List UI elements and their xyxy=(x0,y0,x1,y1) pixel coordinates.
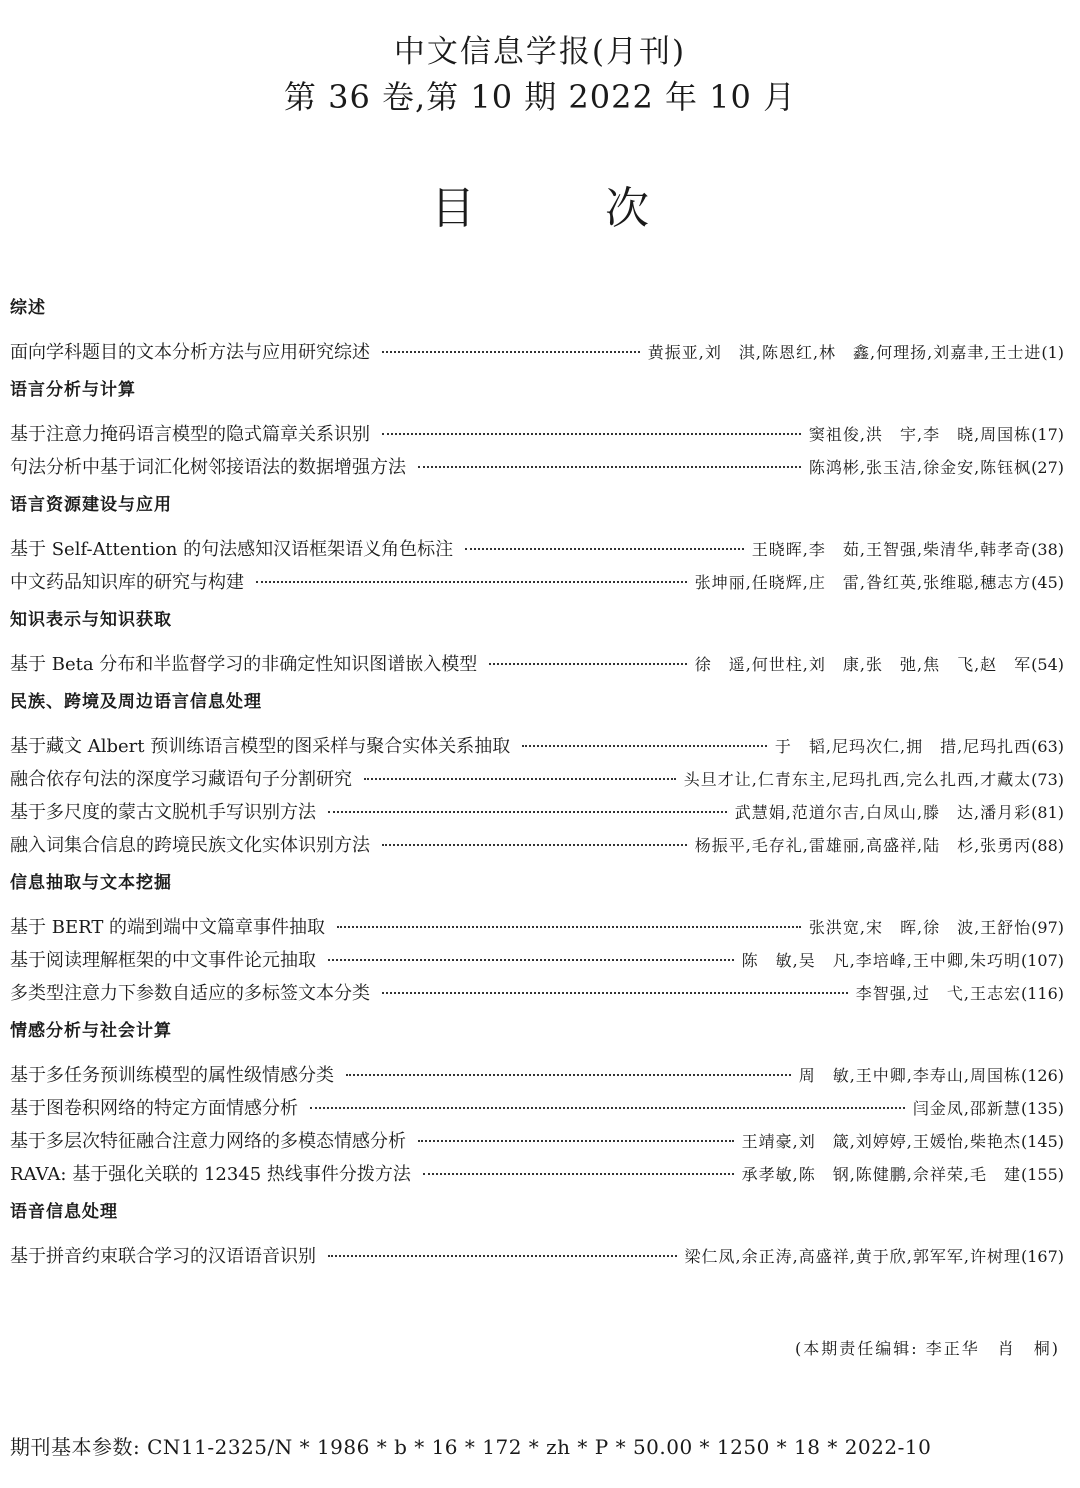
article-page: (97) xyxy=(1031,918,1064,937)
article-title: 基于 Self-Attention 的句法感知汉语框架语义角色标注 xyxy=(10,539,454,560)
dot-leader xyxy=(328,1255,677,1257)
article-page: (107) xyxy=(1020,951,1064,970)
article-authors: 陈 敏,吴 凡,李培峰,王中卿,朱巧明 xyxy=(741,951,1021,970)
article-title: 融合依存句法的深度学习藏语句子分割研究 xyxy=(10,769,352,790)
dot-leader xyxy=(522,745,767,747)
journal-parameters: 期刊基本参数: CN11-2325/N * 1986 * b * 16 * 172 * zh * P * 50.00 * 1250 * 18 * 2022-10 xyxy=(10,1435,932,1459)
issue-line: 第 36 卷,第 10 期 2022 年 10 月 xyxy=(283,78,797,116)
article-authors: 徐 遥,何世柱,刘 康,张 弛,焦 飞,赵 军 xyxy=(694,655,1032,674)
article-page: (155) xyxy=(1020,1165,1064,1184)
article-authors: 王晓晖,李 茹,王智强,柴清华,韩孝奇 xyxy=(751,540,1032,559)
toc-entry[interactable] xyxy=(10,763,1064,796)
article-authors: 于 韬,尼玛次仁,拥 措,尼玛扎西 xyxy=(774,737,1032,756)
article-authors: 头旦才让,仁青东主,尼玛扎西,完么扎西,才藏太 xyxy=(683,770,1032,789)
dot-leader xyxy=(423,1173,734,1175)
article-authors: 张坤丽,任晓辉,庄 雷,昝红英,张维聪,穗志方 xyxy=(694,573,1032,592)
article-page: (81) xyxy=(1031,803,1064,822)
article-page: (45) xyxy=(1031,573,1064,592)
dot-leader xyxy=(346,1074,791,1076)
article-title: 基于藏文 Albert 预训练语言模型的图采样与聚合实体关系抽取 xyxy=(10,736,511,757)
article-page: (1) xyxy=(1041,343,1064,362)
article-title: 基于 BERT 的端到端中文篇章事件抽取 xyxy=(10,917,326,938)
section-heading: 语言分析与计算 xyxy=(10,380,136,400)
dot-leader xyxy=(310,1107,905,1109)
toc-heading xyxy=(0,172,1080,236)
article-authors: 李智强,过 弋,王志宏 xyxy=(855,984,1021,1003)
article-authors: 武慧娟,范道尔吉,白凤山,滕 达,潘月彩 xyxy=(734,803,1032,822)
article-authors: 窦祖俊,洪 宇,李 晓,周国栋 xyxy=(808,425,1032,444)
section-heading: 民族、跨境及周边语言信息处理 xyxy=(10,692,262,712)
dot-leader xyxy=(418,466,801,468)
toc-entry[interactable] xyxy=(10,977,1064,1010)
responsible-editor: (本期责任编辑: 李正华 肖 桐) xyxy=(795,1339,1060,1358)
toc-entry[interactable] xyxy=(10,533,1064,566)
section-heading: 语言资源建设与应用 xyxy=(10,495,172,515)
section-heading: 语音信息处理 xyxy=(10,1202,118,1222)
toc-entry[interactable] xyxy=(10,796,1064,829)
dot-leader xyxy=(382,844,687,846)
section-heading: 知识表示与知识获取 xyxy=(10,610,172,630)
article-page: (38) xyxy=(1031,540,1064,559)
toc-entry[interactable] xyxy=(10,1158,1064,1191)
toc-entry[interactable] xyxy=(10,451,1064,484)
article-title: 句法分析中基于词汇化树邻接语法的数据增强方法 xyxy=(10,457,406,478)
article-page: (73) xyxy=(1031,770,1064,789)
article-page: (126) xyxy=(1020,1066,1064,1085)
article-title: 基于多任务预训练模型的属性级情感分类 xyxy=(10,1065,334,1086)
toc-entry[interactable] xyxy=(10,648,1064,681)
article-authors: 承孝敏,陈 钢,陈健鹏,佘祥荣,毛 建 xyxy=(741,1165,1021,1184)
article-page: (27) xyxy=(1031,458,1064,477)
dot-leader xyxy=(489,663,686,665)
article-title: 融入词集合信息的跨境民族文化实体识别方法 xyxy=(10,835,370,856)
article-page: (135) xyxy=(1020,1099,1064,1118)
article-authors: 杨振平,毛存礼,雷雄丽,高盛祥,陆 杉,张勇丙 xyxy=(694,836,1032,855)
article-page: (17) xyxy=(1031,425,1064,444)
toc-entry[interactable] xyxy=(10,1240,1064,1273)
article-authors: 陈鸿彬,张玉洁,徐金安,陈钰枫 xyxy=(808,458,1032,477)
dot-leader xyxy=(382,992,848,994)
toc-entry[interactable] xyxy=(10,944,1064,977)
article-authors: 周 敏,王中卿,李寿山,周国栋 xyxy=(798,1066,1021,1085)
section-heading: 信息抽取与文本挖掘 xyxy=(10,873,172,893)
toc-entry[interactable] xyxy=(10,336,1064,369)
dot-leader xyxy=(418,1140,734,1142)
dot-leader xyxy=(382,433,801,435)
dot-leader xyxy=(337,926,801,928)
dot-leader xyxy=(382,351,640,353)
article-page: (54) xyxy=(1031,655,1064,674)
journal-title: 中文信息学报(月刊) xyxy=(393,34,687,70)
toc-heading-char-2: 次 xyxy=(605,183,649,234)
toc-entry[interactable] xyxy=(10,730,1064,763)
article-title: 基于注意力掩码语言模型的隐式篇章关系识别 xyxy=(10,424,370,445)
dot-leader xyxy=(465,548,744,550)
article-title: 基于多尺度的蒙古文脱机手写识别方法 xyxy=(10,802,316,823)
article-authors: 闫金凤,邵新慧 xyxy=(912,1099,1021,1118)
toc-entry[interactable] xyxy=(10,829,1064,862)
toc-entry[interactable] xyxy=(10,1092,1064,1125)
toc-entry[interactable] xyxy=(10,911,1064,944)
article-authors: 黄振亚,刘 淇,陈恩红,林 鑫,何理扬,刘嘉聿,王士进 xyxy=(647,343,1042,362)
article-page: (145) xyxy=(1020,1132,1064,1151)
toc-entry[interactable] xyxy=(10,566,1064,599)
section-heading: 情感分析与社会计算 xyxy=(10,1021,172,1041)
article-page: (88) xyxy=(1031,836,1064,855)
toc-entry[interactable] xyxy=(10,418,1064,451)
article-page: (167) xyxy=(1020,1247,1064,1266)
dot-leader xyxy=(364,778,676,780)
article-title: 基于图卷积网络的特定方面情感分析 xyxy=(10,1098,298,1119)
article-title: 基于拼音约束联合学习的汉语语音识别 xyxy=(10,1246,316,1267)
dot-leader xyxy=(328,959,734,961)
article-authors: 梁仁凤,余正涛,高盛祥,黄于欣,郭军军,许树理 xyxy=(684,1247,1021,1266)
dot-leader xyxy=(328,811,727,813)
article-title: RAVA: 基于强化关联的 12345 热线事件分拨方法 xyxy=(10,1164,411,1185)
toc-heading-char-1: 目 xyxy=(431,183,475,234)
article-page: (63) xyxy=(1031,737,1064,756)
dot-leader xyxy=(256,581,687,583)
article-title: 中文药品知识库的研究与构建 xyxy=(10,572,244,593)
toc-entry[interactable] xyxy=(10,1125,1064,1158)
article-authors: 张洪宽,宋 晖,徐 波,王舒怡 xyxy=(808,918,1032,937)
article-title: 多类型注意力下参数自适应的多标签文本分类 xyxy=(10,983,370,1004)
table-of-contents xyxy=(10,292,1064,1273)
section-heading: 综述 xyxy=(10,298,46,318)
toc-entry[interactable] xyxy=(10,1059,1064,1092)
article-title: 基于阅读理解框架的中文事件论元抽取 xyxy=(10,950,316,971)
article-title: 基于多层次特征融合注意力网络的多模态情感分析 xyxy=(10,1131,406,1152)
article-title: 基于 Beta 分布和半监督学习的非确定性知识图谱嵌入模型 xyxy=(10,654,478,675)
article-authors: 王靖豪,刘 箴,刘婷婷,王媛怡,柴艳杰 xyxy=(741,1132,1021,1151)
article-title: 面向学科题目的文本分析方法与应用研究综述 xyxy=(10,342,370,363)
article-page: (116) xyxy=(1020,984,1064,1003)
